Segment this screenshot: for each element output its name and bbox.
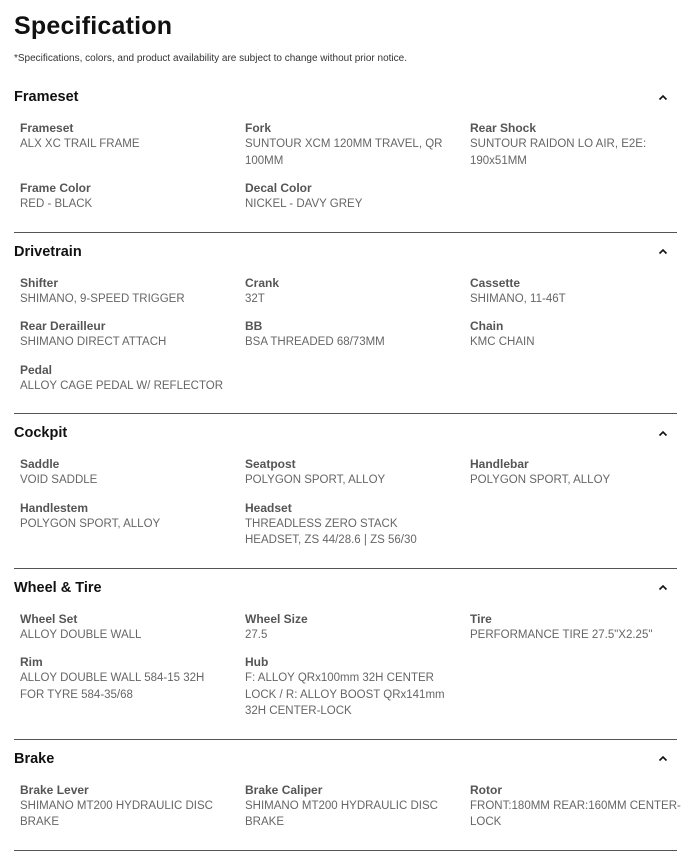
section-title: Drivetrain xyxy=(14,243,82,260)
spec-label: Frame Color xyxy=(20,181,91,195)
spec-label: Wheel Set xyxy=(20,611,78,626)
chevron-up-icon[interactable] xyxy=(658,583,668,593)
spec-value: ALLOY CAGE PEDAL W/ REFLECTOR xyxy=(20,379,224,392)
spec-item xyxy=(245,654,470,720)
chevron-up-icon[interactable] xyxy=(658,754,668,764)
spec-item xyxy=(20,611,245,644)
spec-label: Headset xyxy=(245,500,292,515)
spec-grid xyxy=(14,271,677,414)
section-toggle[interactable] xyxy=(14,740,677,778)
spec-item xyxy=(470,782,695,831)
spec-label: Rim xyxy=(20,655,43,669)
spec-value: RED - BLACK xyxy=(20,198,93,210)
section-wheel-tire xyxy=(14,569,677,740)
section-toggle[interactable] xyxy=(14,414,677,452)
chevron-up-icon[interactable] xyxy=(658,92,668,102)
spec-value: SHIMANO MT200 HYDRAULIC DISC BRAKE xyxy=(20,799,213,828)
spec-label: Brake Lever xyxy=(20,782,89,797)
spec-item xyxy=(470,275,695,308)
spec-item xyxy=(245,275,470,308)
section-drivetrain xyxy=(14,233,677,415)
spec-value: ALLOY DOUBLE WALL 584-15 32H FOR TYRE 584-35/68 xyxy=(20,672,205,701)
spec-value: PERFORMANCE TIRE 27.5"X2.25" xyxy=(470,628,653,641)
section-brake xyxy=(14,740,681,851)
spec-item xyxy=(245,782,470,831)
spec-item xyxy=(245,318,470,351)
spec-value: SUNTOUR RAIDON LO AIR, E2E: 190x51MM xyxy=(470,138,647,167)
spec-label: Saddle xyxy=(20,457,60,471)
section-title: Brake xyxy=(14,750,55,767)
spec-value: F: ALLOY QRx100mm 32H CENTER LOCK / R: ALLOY BOOST QRx141mm 32H CENTER-LOCK xyxy=(245,672,445,717)
spec-label: BB xyxy=(245,319,263,333)
spec-item xyxy=(20,180,245,213)
spec-label: Handlebar xyxy=(470,457,529,471)
spec-value: ALLOY DOUBLE WALL xyxy=(20,628,142,641)
spec-item xyxy=(470,456,695,489)
spec-label: Rear Shock xyxy=(470,121,537,135)
section-frameset xyxy=(14,78,677,233)
spec-value: KMC CHAIN xyxy=(470,336,535,348)
spec-label: Rear Derailleur xyxy=(20,319,106,333)
spec-value: SHIMANO DIRECT ATTACH xyxy=(20,336,167,348)
spec-item xyxy=(20,654,245,720)
spec-label: Wheel Size xyxy=(245,611,308,626)
spec-value: VOID SADDLE xyxy=(20,474,98,486)
spec-grid xyxy=(14,452,677,568)
spec-value: SUNTOUR XCM 120MM TRAVEL, QR 100MM xyxy=(245,138,443,167)
spec-item xyxy=(470,611,695,644)
spec-value: POLYGON SPORT, ALLOY xyxy=(245,474,386,486)
section-cockpit xyxy=(14,414,677,569)
spec-label: Pedal xyxy=(20,362,53,377)
spec-item xyxy=(245,456,470,489)
spec-item xyxy=(245,180,470,213)
spec-value: SHIMANO, 9-SPEED TRIGGER xyxy=(20,292,185,305)
spec-value: FRONT:180MM REAR:160MM CENTER-LOCK xyxy=(470,799,681,828)
page-title: Specification xyxy=(14,12,173,40)
chevron-up-icon[interactable] xyxy=(658,428,668,438)
section-title: Frameset xyxy=(14,89,79,105)
spec-label: Brake Caliper xyxy=(245,782,323,797)
spec-label: Frameset xyxy=(20,121,74,135)
spec-item xyxy=(20,782,245,831)
spec-label: Fork xyxy=(245,121,272,135)
spec-value: SHIMANO MT200 HYDRAULIC DISC BRAKE xyxy=(245,799,438,828)
spec-item xyxy=(470,318,695,351)
spec-label: Seatpost xyxy=(245,457,296,471)
section-title: Cockpit xyxy=(14,425,68,441)
spec-item xyxy=(20,500,245,549)
spec-item xyxy=(470,120,695,169)
spec-value: POLYGON SPORT, ALLOY xyxy=(470,474,611,486)
spec-item xyxy=(245,611,470,644)
spec-value: 32T xyxy=(245,292,265,305)
spec-item xyxy=(245,500,470,549)
spec-label: Decal Color xyxy=(245,181,312,195)
spec-sections xyxy=(14,78,681,851)
spec-value: NICKEL - DAVY GREY xyxy=(245,198,363,210)
section-title: Wheel & Tire xyxy=(14,579,102,596)
spec-label: Chain xyxy=(470,319,504,333)
spec-label: Handlestem xyxy=(20,500,89,515)
spec-item xyxy=(20,362,245,395)
spec-value: THREADLESS ZERO STACK HEADSET, ZS 44/28.6 | ZS 56/30 xyxy=(245,517,417,546)
spec-item xyxy=(20,120,245,169)
section-toggle[interactable] xyxy=(14,78,677,116)
spec-value: BSA THREADED 68/73MM xyxy=(245,336,385,348)
section-toggle[interactable] xyxy=(14,233,677,271)
spec-item xyxy=(20,318,245,351)
disclaimer-note: *Specifications, colors, and product availability are subject to change without prior notice. xyxy=(14,53,407,64)
spec-label: Shifter xyxy=(20,275,59,290)
spec-label: Crank xyxy=(245,275,280,290)
spec-grid xyxy=(14,778,681,850)
chevron-up-icon[interactable] xyxy=(658,247,668,257)
spec-item xyxy=(20,275,245,308)
spec-item xyxy=(245,120,470,169)
spec-value: POLYGON SPORT, ALLOY xyxy=(20,517,161,530)
spec-grid xyxy=(14,607,677,739)
spec-value: ALX XC TRAIL FRAME xyxy=(20,138,140,150)
spec-item xyxy=(20,456,245,489)
spec-value: SHIMANO, 11-46T xyxy=(470,292,566,305)
spec-label: Tire xyxy=(470,611,492,626)
spec-label: Hub xyxy=(245,655,269,669)
section-toggle[interactable] xyxy=(14,569,677,607)
spec-grid xyxy=(14,116,677,232)
spec-label: Cassette xyxy=(470,275,521,290)
spec-value: 27.5 xyxy=(245,628,268,641)
spec-label: Rotor xyxy=(470,782,502,797)
